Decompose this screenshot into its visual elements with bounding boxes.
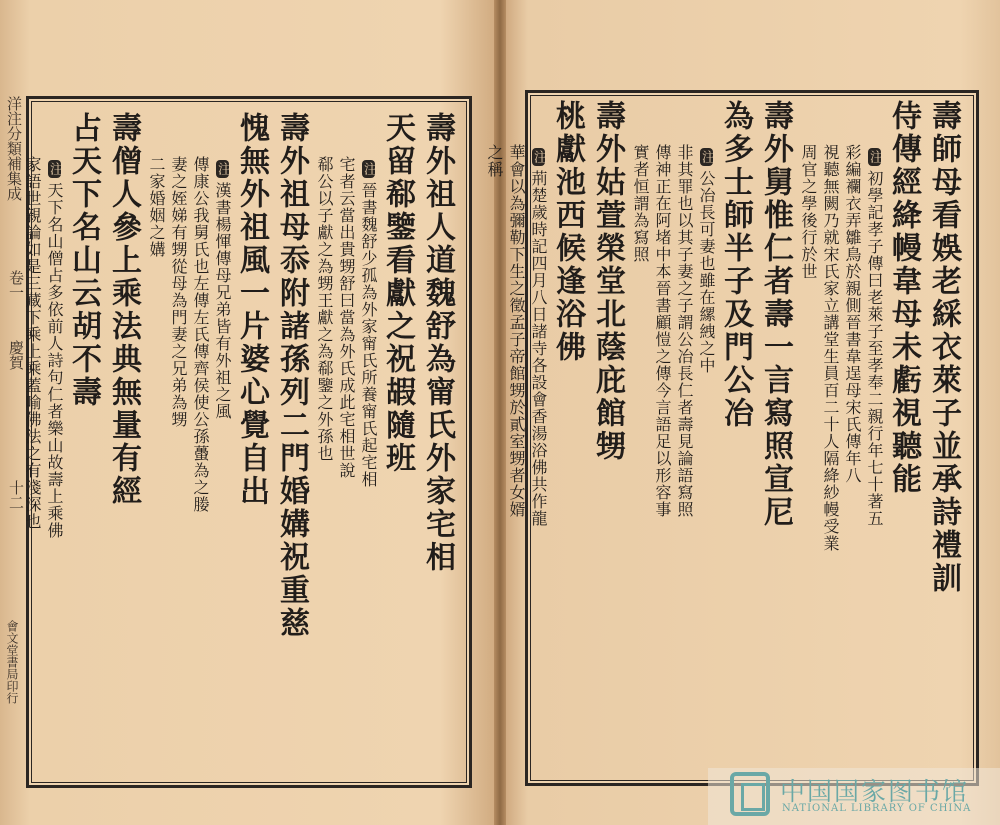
library-logo-icon	[730, 772, 770, 816]
column-text: 壽外祖母忝附諸孫列二門婚媾祝重慈	[274, 112, 309, 640]
annotation-column	[170, 156, 186, 428]
annotation-column	[360, 156, 376, 488]
verse-column	[926, 100, 961, 595]
annotation-column	[698, 144, 714, 374]
annotation-column	[316, 156, 332, 462]
annotation-marker-tag: 注	[215, 162, 230, 176]
column-text: 家語世親論如是三藏下乘上乘蓋喻佛法之有淺深也	[23, 156, 42, 530]
annotation-column	[632, 144, 648, 263]
verse-column	[380, 112, 415, 475]
column-text: 二家婚姻之媾	[147, 156, 166, 258]
annotation-column	[530, 144, 546, 527]
column-text: 之稱	[485, 144, 504, 178]
column-text: 愧無外祖風一片婆心覺自出	[234, 112, 269, 508]
column-text: 壽外姑萱榮堂北蔭庇館甥	[590, 100, 625, 463]
column-text: 壽外祖人道魏舒為甯氏外家宅相	[420, 112, 455, 574]
column-text: 晉書魏舒少孤為外家甯氏所養甯氏起宅相	[359, 182, 378, 488]
margin-page-number: 十二	[7, 480, 25, 510]
column-text: 侍傳經絳幔韋母未虧視聽能	[886, 100, 921, 496]
annotation-column	[148, 156, 164, 258]
column-text: 華會以為彌勒下生之徵孟子帝館甥於貳室甥者女婿	[507, 144, 526, 518]
column-text: 漢書楊惲傳母兄弟皆有外祖之風	[213, 182, 232, 420]
watermark-name-en: NATIONAL LIBRARY OF CHINA	[782, 803, 972, 814]
verse-column	[718, 100, 753, 430]
column-text: 初學記孝子傳曰老萊子至孝奉二親行年七十著五	[865, 170, 884, 527]
annotation-column	[46, 156, 62, 539]
column-text: 壽師母看娛老綵衣萊子並承詩禮訓	[926, 100, 961, 595]
watermark-name-cn: 中国国家图书馆	[780, 777, 970, 806]
column-text: 公冶長可妻也雖在縲絏之中	[697, 170, 716, 374]
annotation-column	[24, 156, 40, 530]
verse-column	[550, 100, 585, 364]
verse-column	[590, 100, 625, 463]
annotation-marker-tag: 注	[361, 162, 376, 176]
column-text: 壽外舅惟仁者壽一言寫照宣尼	[758, 100, 793, 529]
column-text: 天下名山僧占多依前人詩句仁者樂山故壽上乘佛	[45, 182, 64, 539]
verse-column	[66, 112, 101, 409]
column-text: 視聽無闕乃就宋氏家立講堂生員百二十人隔絳紗幔受業	[821, 144, 840, 552]
margin-volume: 卷一	[7, 270, 25, 300]
annotation-marker-tag: 注	[47, 162, 62, 176]
column-text: 荊楚歲時記四月八日諸寺各設會香湯浴佛共作龍	[529, 170, 548, 527]
column-text: 傳神正在阿堵中本晉書顧愷之傳今言語足以形容事	[653, 144, 672, 518]
column-text: 天留郗鑒看獻之祝嘏隨班	[380, 112, 415, 475]
column-text: 占天下名山云胡不壽	[66, 112, 101, 409]
column-text: 妻之姪娣有甥從母為門妻之兄弟為甥	[169, 156, 188, 428]
column-text: 宅者云當出貴甥舒曰當為外氏成此宅相世說	[337, 156, 356, 479]
verse-column	[886, 100, 921, 496]
column-text: 桃獻池西候逢浴佛	[550, 100, 585, 364]
annotation-column	[338, 156, 354, 479]
annotation-column	[654, 144, 670, 518]
annotation-column	[192, 156, 208, 513]
column-text: 壽僧人參上乘法典無量有經	[106, 112, 141, 508]
column-text: 非其罪也以其子妻之子謂公冶長仁者壽見論語寫照	[675, 144, 694, 518]
annotation-column	[486, 144, 502, 178]
annotation-marker-tag: 注	[531, 150, 546, 164]
verse-column	[420, 112, 455, 574]
margin-publisher: 會文堂書局印行	[5, 620, 19, 704]
annotation-column	[822, 144, 838, 552]
margin-section: 慶賀	[7, 340, 25, 370]
verse-column	[758, 100, 793, 529]
annotation-column	[676, 144, 692, 518]
annotation-column	[866, 144, 882, 527]
verse-column	[274, 112, 309, 640]
verse-column	[234, 112, 269, 508]
verse-column	[106, 112, 141, 508]
annotation-column	[508, 144, 524, 518]
column-text: 周官之學後行於世	[799, 144, 818, 280]
book-gutter	[494, 0, 506, 825]
column-text: 郗公以子獻之為甥王獻之為郗鑒之外孫也	[315, 156, 334, 462]
annotation-column	[844, 144, 860, 484]
annotation-marker-tag: 注	[867, 150, 882, 164]
annotation-marker-tag: 注	[699, 150, 714, 164]
column-text: 實者恒謂為寫照	[631, 144, 650, 263]
annotation-column	[800, 144, 816, 280]
margin-title: 洋注分類補集成	[5, 96, 23, 201]
annotation-column	[214, 156, 230, 420]
column-text: 彩編襴衣弄雛鳥於親側晉書韋逞母宋氏傳年八	[843, 144, 862, 484]
column-text: 為多士師半子及門公冶	[718, 100, 753, 430]
column-text: 傳康公我舅氏也左傳左氏傳齊侯使公孫蠆為之媵	[191, 156, 210, 513]
